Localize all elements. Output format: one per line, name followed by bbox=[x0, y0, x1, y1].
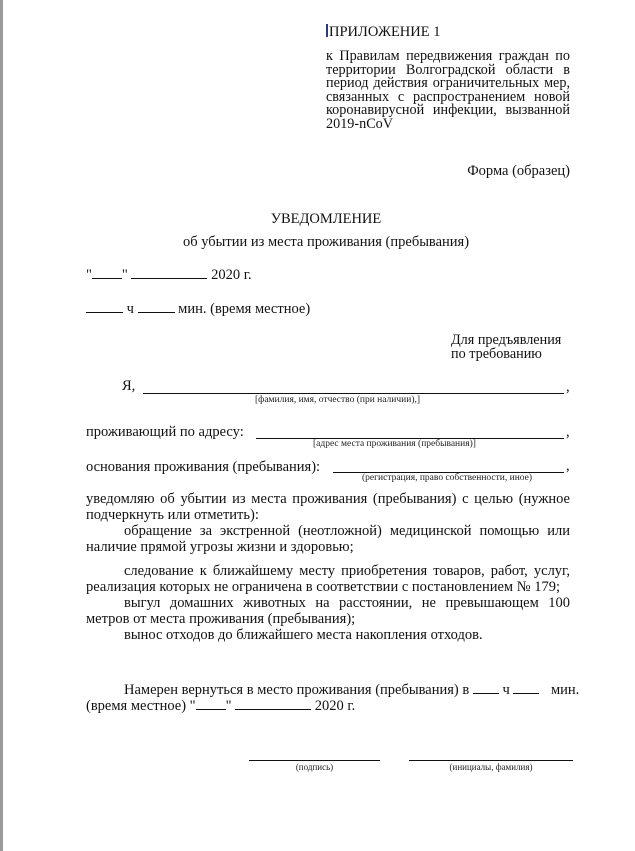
basis-field[interactable] bbox=[333, 458, 564, 473]
return-minutes-label: мин. bbox=[550, 682, 580, 698]
page-left-border bbox=[0, 0, 3, 851]
option-text: обращение за экстренной (неотложной) медицинской помощью или наличие прямой угрозы жизни и здоровью; bbox=[86, 523, 570, 555]
basis-comma: , bbox=[566, 458, 570, 474]
minutes-field[interactable] bbox=[138, 300, 175, 313]
form-label: Форма (образец) bbox=[467, 163, 570, 179]
document-subtitle: об убытии из места проживания (пребывания) bbox=[182, 234, 470, 250]
notice-intro: уведомляю об убытии из места проживания (пребывания) с целью (нужное подчеркнуть или отметить): bbox=[86, 491, 570, 523]
address-comma: , bbox=[566, 424, 570, 440]
return-local-time: (время местное) bbox=[86, 698, 187, 714]
signature-hint: (подпись) bbox=[295, 762, 334, 772]
appendix-title-text: ПРИЛОЖЕНИЕ 1 bbox=[329, 24, 441, 40]
notice-option-shopping[interactable] bbox=[86, 564, 570, 595]
presentation-note-line2: по требованию bbox=[451, 345, 542, 362]
name-comma: , bbox=[566, 379, 570, 395]
text-cursor bbox=[326, 24, 328, 37]
presentation-note-line1: Для предъявления bbox=[451, 332, 562, 348]
appendix-title bbox=[326, 24, 440, 41]
notice-option-medical[interactable] bbox=[86, 524, 570, 555]
option-text: вынос отходов до ближайшего места накопления отходов. bbox=[124, 627, 483, 643]
notice-option-pets[interactable] bbox=[86, 596, 570, 627]
address-hint: [адрес места проживания (пребывания)] bbox=[313, 439, 476, 449]
minutes-label: мин. (время местное) bbox=[178, 301, 311, 317]
notice-option-waste[interactable] bbox=[86, 628, 570, 644]
year-text: 2020 г. bbox=[211, 267, 252, 283]
hours-field[interactable] bbox=[86, 300, 123, 313]
initials-name-field[interactable] bbox=[409, 760, 573, 761]
return-year: 2020 г. bbox=[314, 698, 356, 714]
time-line bbox=[86, 300, 310, 318]
address-label: проживающий по адресу: bbox=[86, 424, 244, 440]
option-text: выгул домашних животных на расстоянии, не превышающем 100 метров от места проживания (пребывания); bbox=[86, 595, 570, 627]
signature-field[interactable] bbox=[249, 760, 380, 761]
return-quote-open: " bbox=[189, 698, 196, 714]
document-title: УВЕДОМЛЕНИЕ bbox=[270, 211, 382, 227]
name-field[interactable] bbox=[143, 379, 564, 394]
basis-label: основания проживания (пребывания): bbox=[86, 459, 321, 475]
return-minutes-field[interactable] bbox=[513, 681, 539, 694]
appendix-body: к Правилам передвижения граждан по территории Волгоградской области в период действия ограничительных мер, связанных с распространением новой коронавирусной инфекции, вызванной 2019-nCoV bbox=[326, 48, 570, 132]
return-hours-field[interactable] bbox=[473, 681, 499, 694]
basis-hint: (регистрация, право собственности, иное) bbox=[362, 473, 533, 483]
quote-close: " bbox=[121, 267, 128, 283]
return-quote-close: " bbox=[225, 698, 232, 714]
name-label: Я, bbox=[122, 378, 136, 394]
return-hours-label: ч bbox=[502, 682, 510, 698]
name-hint: [фамилия, имя, отчество (при наличии),] bbox=[255, 395, 421, 405]
hours-label: ч bbox=[126, 301, 134, 317]
return-text: Намерен вернуться в место проживания (пребывания) в bbox=[124, 682, 470, 698]
return-line-2 bbox=[86, 697, 355, 715]
date-line bbox=[86, 266, 252, 284]
initials-name-hint: (инициалы, фамилия) bbox=[449, 762, 533, 772]
month-field[interactable] bbox=[131, 266, 207, 279]
presentation-note bbox=[451, 334, 561, 361]
quote-open: " bbox=[86, 267, 92, 283]
option-text: следование к ближайшему месту приобретения товаров, работ, услуг, реализация которых не ограничена в соответствии с постановлением № 179; bbox=[86, 563, 570, 595]
address-field[interactable] bbox=[256, 424, 564, 439]
return-day-field[interactable] bbox=[196, 697, 226, 710]
return-month-field[interactable] bbox=[235, 697, 311, 710]
day-field[interactable] bbox=[92, 266, 122, 279]
